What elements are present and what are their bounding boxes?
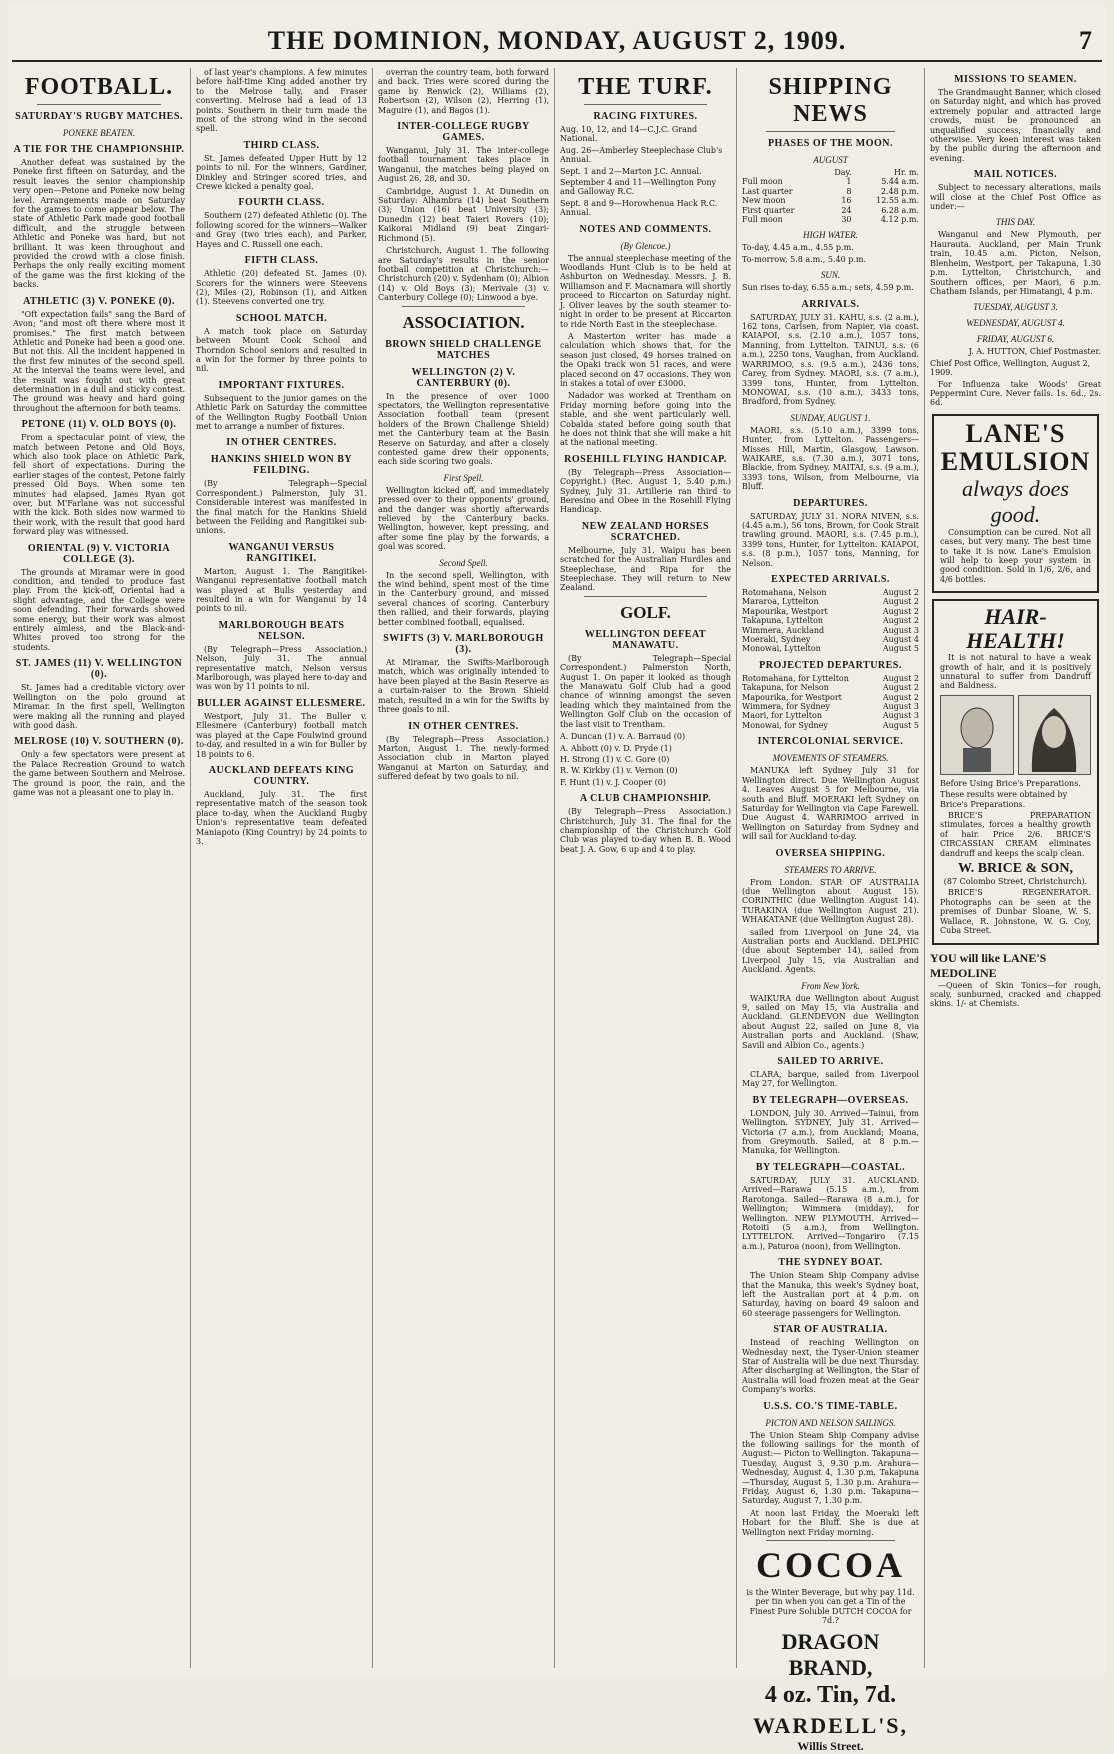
- uss-heading: U.S.S. CO.'S TIME-TABLE.: [763, 1400, 898, 1412]
- table-cell: August 2: [882, 606, 919, 616]
- swifts-text: At Miramar, the Swifts-Marlborough match, which was originally intended to have been played at the Basin Reserve as a curtain-raiser to the Brown Shield match, resulted in a win for the Swifts by three goals to nil.: [378, 658, 549, 715]
- table-header: [742, 168, 824, 177]
- table-header-row: [742, 168, 919, 177]
- st-james-heading: ST. JAMES (11) V. WELLINGTON (0).: [15, 658, 183, 681]
- christchurch-text: Christchurch, August 1. The following are Saturday's results in the senior football competition at Christchurch:—Christchurch (20) v. Sydenham (0); Albion (14) v. Old Boys (3); Merivale (3) v. Canterbury College (0); Linwood a bye.: [378, 246, 549, 303]
- brice-portraits: [940, 695, 1091, 775]
- brice-name: W. BRICE & SON,: [957, 861, 1073, 877]
- assoc-other-centres-text: (By Telegraph—Press Association.) Marton, August 1. The newly-formed Association club in Marton played Wanganui at Marton on Saturday, and suffered defeat by two goals to nil.: [378, 734, 549, 782]
- column-6: [924, 68, 1106, 1668]
- fixture-item: Aug. 10, 12, and 14—C.J.C. Grand National.: [560, 125, 698, 144]
- departures-heading: DEPARTURES.: [793, 497, 868, 509]
- lanes-text: Consumption can be cured. Not all cases, but very many. The best time to take it is now. Lane's Emulsion will help to keep your system in good condition. Sold in 1/6, 2/6, and 4/6 bottles.: [940, 527, 1091, 584]
- assoc-other-centres-heading: IN OTHER CENTRES.: [408, 720, 519, 732]
- table-cell: August 2: [882, 683, 919, 693]
- table-cell: 8: [846, 186, 852, 196]
- other-centres-heading: IN OTHER CENTRES.: [226, 437, 337, 449]
- inter-college-heading: INTER-COLLEGE RUGBY GAMES.: [397, 121, 530, 144]
- auckland-text: Auckland, July 31. The first representative match of the season took place to-day, when the Auckland Rugby Union's representative team defeated Maniapoto (King Country) by 24 points to 3.: [196, 789, 367, 846]
- dunedin-text: Cambridge, August 1. At Dunedin on Saturday: Alhambra (14) beat Southern (3); Union (16) beat University (3); Dunedin (12) beat Taieri Rovers (10); Kaikorai Midland (9) beat Zingari-Richmond (5).: [378, 186, 549, 243]
- hair-health-ad: [932, 599, 1099, 944]
- divider: [766, 1540, 895, 1541]
- swifts-heading: SWIFTS (3) V. MARLBOROUGH (3).: [383, 633, 544, 656]
- arrivals-heading: ARRIVALS.: [801, 298, 860, 310]
- table-header: Hr. m.: [893, 168, 919, 177]
- petone-heading: PETONE (11) V. OLD BOYS (0).: [21, 419, 177, 431]
- school-heading: SCHOOL MATCH.: [235, 312, 328, 324]
- mail-day: THIS DAY.: [995, 217, 1036, 228]
- table-cell: Moeraki, Sydney: [742, 635, 811, 645]
- projected-heading: PROJECTED DEPARTURES.: [759, 659, 902, 671]
- before-portrait: [940, 695, 1014, 775]
- table-cell: 30: [841, 215, 852, 225]
- melrose-continued: of last year's champions. A few minutes before half-time King added another try to the Melrose tally, and Fraser converting. Melrose had a lead of 13 points. Southern in their turn made the most of the strong wind in the second spell.: [196, 68, 367, 134]
- tie-text: Another defeat was sustained by the Poneke first fifteen on Saturday, and the result leaves the senior championship very open—Petone and Poneke now being level. Arrangements made on Saturday for the games to come appear below. The state of Athletic Park made good football difficult, and the struggle between Athletic and Poneke was hard, but not brilliant. It was keen throughout and provided the crowd with a close finish. Perhaps the only really exciting moment of the game was the first kicking of the backs.: [13, 158, 185, 290]
- table-cell: 2.48 p.m.: [880, 186, 919, 196]
- sailed-heading: SAILED TO ARRIVE.: [777, 1056, 884, 1068]
- mail-day: FRIDAY, AUGUST 6.: [976, 334, 1055, 345]
- football-heading: FOOTBALL.: [24, 74, 174, 100]
- table-cell: August 2: [882, 673, 919, 683]
- table-cell: August 2: [882, 597, 919, 607]
- table-cell: Mararoa, Lyttelton: [742, 597, 819, 607]
- moon-table: [742, 168, 919, 224]
- golf-heading: GOLF.: [620, 602, 671, 622]
- masthead-rule: [12, 60, 1102, 62]
- medoline-ad: [930, 951, 1101, 981]
- mail-intro: Subject to necessary alterations, mails will close at the Chief Post Office as under:—: [930, 183, 1101, 212]
- table-row: [742, 721, 919, 730]
- golf-score: H. Strong (1) v. C. Gore (0): [560, 754, 670, 764]
- column-3: [372, 68, 554, 1668]
- wanganui-text: Marton, August 1. The Rangitikei-Wanganui representative football match was played at Bulls yesterday and resulted in a win for Wanganui by 14 points to nil.: [196, 566, 367, 614]
- notes-text: The annual steeplechase meeting of the Woodlands Hunt Club is to be held at Ashburton on Wednesday. Messrs. J. B. Williamson and F. Macnamara will shortly proceed to Riccarton on Saturday night. J. Oliver leaves by the south steamer to-night in order to be present at Riccarton to ride North East in the steeplechase.: [560, 253, 731, 329]
- marlborough-text: (By Telegraph—Press Association.) Nelson, July 31. The annual representative match, Nelson versus Marlborough, was played here to-day and was won by 11 points to nil.: [196, 644, 367, 692]
- rosehill-heading: ROSEHILL FLYING HANDICAP.: [564, 453, 727, 465]
- table-cell: First quarter: [742, 205, 795, 215]
- intercolonial-text: MANUKA left Sydney July 31 for Wellington direct. Due Wellington August 4. Leaves August 5 for Melbourne, via south and Bluff. MOERAKI left Sydney on Saturday for Wellington via Cape Farewell. Due August 4. WARRIMOO arrived in Wellington on Saturday from Sydney and will sail for Auckland to-day.: [742, 766, 919, 842]
- telegraph-coastal-text: SATURDAY, JULY 31. AUCKLAND. Arrived—Rarawa (5.15 a.m.), from Rarotonga. Sailed—Rarawa (8 a.m.), for Wellington; Wimmera (midday), for Wellington. NEW PLYMOUTH. Arrived—Rotoiti (5 a.m.), from Wellington. LYTTELTON. Arrived—Tongariro (7.15 a.m.), Paturoa (noon), from Wellington.: [742, 1175, 919, 1251]
- rosehill-text: (By Telegraph—Press Association—Copyright.) (Rec. August 1, 5.40 p.m.) Sydney, July 31. Artillerie ran third to Beresino and Obee in the Rosehill Flying Handicap.: [560, 467, 731, 515]
- sydney-boat-text: The Union Steam Ship Company advise that the Manuka, this week's Sydney boat, left the Australian port at 4 p.m. on Saturday, having on board 49 saloon and 60 steerage passengers for Wellington.: [742, 1271, 919, 1318]
- notes-text-2: A Masterton writer has made a calculation which shows that, for the season just closed, 49 horses trained on the Opaki track won 51 races, and were placed second on 47 occasions. They won in stakes a total of over £3000.: [560, 331, 731, 388]
- melrose-text: Only a few spectators were present at the Palace Recreation Ground to watch the game between Southern and Melrose. The ground is poor, the rain, and the game was not a pleasant one to play in.: [13, 750, 185, 797]
- sunday-text: MAORI, s.s. (5.10 a.m.), 3399 tons, Hunter, from Lyttelton. Passengers—Misses Hill, Martin, Glasgow, Lawson. WAIKARE, s.s. (7.30 a.m.), 3071 tons, Blackie, from Sydney. MAITAI, s.s. (9 a.m.), 3393 tons, Wilson, from Melbourne, via Bluff.: [742, 425, 919, 492]
- manawatu-heading: WELLINGTON DEFEAT MANAWATU.: [584, 628, 707, 651]
- mail-day: WEDNESDAY, AUGUST 4.: [966, 318, 1065, 329]
- sun-heading: SUN.: [820, 270, 841, 281]
- hankins-heading: HANKINS SHIELD WON BY FEILDING.: [210, 454, 353, 477]
- bald-head-icon: [947, 698, 1007, 772]
- table-row: [742, 177, 919, 186]
- moon-heading: PHASES OF THE MOON.: [767, 138, 894, 149]
- telegraph-overseas-text: LONDON, July 30. Arrived—Tainui, from Wellington. SYDNEY, July 31. Arrived—Victoria (7 a.m.), from Auckland; Moana, from Greymouth. Sailed, at 8 p.m.—Manuka, for Wellington.: [742, 1108, 919, 1156]
- table-cell: Last quarter: [742, 186, 793, 196]
- melrose-heading: MELROSE (10) V. SOUTHERN (0).: [14, 736, 184, 748]
- divider: [766, 131, 895, 132]
- fixtures-heading: IMPORTANT FIXTURES.: [218, 379, 345, 391]
- picton-heading: PICTON AND NELSON SAILINGS.: [765, 1417, 896, 1428]
- willis-street: Willis Street.: [797, 1738, 864, 1753]
- dragon-brand: DRAGON BRAND,: [781, 1628, 880, 1680]
- brice-text: BRICE'S PREPARATION stimulates, forces a healthy growth of hair. Price 2/6. BRICE'S CIRCASSIAN CREAM eliminates dandruff and keeps the scalp clean.: [940, 811, 1091, 858]
- notes-text-3: Nadador was worked at Trentham on Friday morning before going into the stable, and she went particularly well. Cobalda stated before going south that he does not think that she will make a hit at the national meeting.: [560, 391, 731, 448]
- table-row: [742, 206, 919, 215]
- star-heading: STAR OF AUSTRALIA.: [773, 1324, 888, 1336]
- golf-score: R. W. Kirkby (1) v. Vernon (0): [560, 766, 678, 776]
- fixture-item: Sept. 1 and 2—Marton J.C. Annual.: [560, 166, 702, 176]
- table-cell: New moon: [742, 196, 786, 206]
- influenza-ad: For Influenza take Woods' Great Peppermint Cure. Never fails. 1s. 6d., 2s. 6d.: [930, 379, 1101, 408]
- table-row: [742, 693, 919, 702]
- divider: [584, 104, 707, 105]
- table-cell: 6.28 a.m.: [881, 205, 919, 215]
- shipping-heading: SHIPPING NEWS: [768, 74, 893, 127]
- third-class-text: St. James defeated Upper Hutt by 12 points to nil. For the winners, Gardiner, Dinkley and Stringer scored tries, and Crewe kicked a penalty goal.: [196, 153, 367, 192]
- fifth-class-heading: FIFTH CLASS.: [244, 255, 319, 267]
- table-cell: Takapuna, Lyttelton: [742, 616, 823, 626]
- high-water-tomorrow: To-morrow, 5.8 a.m., 5.40 p.m.: [742, 254, 867, 264]
- page-number: 7: [1079, 26, 1092, 55]
- table-row: [742, 616, 919, 625]
- newspaper-page: [8, 6, 1106, 1753]
- table-cell: Monowai, Lyttelton: [742, 644, 821, 654]
- table-cell: Rotomahana, for Lyttelton: [742, 673, 849, 683]
- new-york-text: WAIKURA due Wellington about August 9, sailed on May 15, via Australia and Auckland. GLENDEVON due Wellington about August 22, sailed on June 8, via Australian ports and Auckland. (Shaw, Savill and Albion Co., agents.): [742, 993, 919, 1050]
- inter-college-text: Wanganui, July 31. The inter-college football tournament takes place in Wanganui, the matches being played on August 26, 28, and 30.: [378, 146, 549, 184]
- table-cell: 5.44 a.m.: [881, 177, 919, 187]
- racing-fixtures-heading: RACING FIXTURES.: [593, 111, 698, 122]
- medoline-text: —Queen of Skin Tonics—for rough, scaly, sunburned, cracked and chapped skins. 1/- at Chemists.: [930, 980, 1101, 1009]
- after-portrait: [1018, 695, 1092, 775]
- moeraki-text: At noon last Friday, the Moeraki left Hobart for the Bluff. She is due at Wellington next Friday morning.: [742, 1508, 919, 1537]
- mail-heading: MAIL NOTICES.: [973, 169, 1058, 181]
- table-cell: August 2: [882, 692, 919, 702]
- masthead-title: THE DOMINION, MONDAY, AUGUST 2, 1909.: [267, 26, 847, 55]
- school-text: A match took place on Saturday between Mount Cook School and Thorndon School seniors and resulted in a win for the former by three points to nil.: [196, 326, 367, 374]
- table-cell: August 3: [882, 625, 919, 635]
- medoline-headline: YOU will like LANE'S MEDOLINE: [930, 950, 1047, 980]
- high-water-today: To-day, 4.45 a.m., 4.55 p.m.: [742, 243, 854, 253]
- hankins-text: (By Telegraph—Special Correspondent.) Palmerston, July 31. Considerable interest was manifested in the final match for the Hankins Shield between the Feilding and Rangitikei sub-unions.: [196, 479, 367, 536]
- telegraph-overseas-heading: BY TELEGRAPH—OVERSEAS.: [752, 1094, 909, 1106]
- new-york-heading: From New York.: [801, 980, 860, 991]
- tie-heading: A TIE FOR THE CHAMPIONSHIP.: [13, 144, 185, 155]
- fixture-item: September 4 and 11—Wellington Pony and Galloway R.C.: [560, 178, 717, 197]
- table-cell: Wimmera, for Sydney: [742, 702, 830, 712]
- table-cell: Full moon: [742, 215, 783, 225]
- expected-heading: EXPECTED ARRIVALS.: [771, 574, 890, 585]
- missions-text: The Grandmaught Banner, which closed on Saturday night, and which has proved extremely popular and attracted large crowds, must be pronounced an unqualified success, financially and otherwise. Very keen interest was taken by the public during the afternoon and evening.: [930, 88, 1101, 163]
- marlborough-heading: MARLBOROUGH BEATS NELSON.: [218, 619, 345, 642]
- post-office-date: Chief Post Office, Wellington, August 2, 1909.: [930, 358, 1091, 378]
- after-caption: These results were obtained by Brice's Preparations.: [940, 790, 1068, 809]
- hair-head-icon: [1024, 698, 1084, 772]
- auckland-continued: overran the country team, both forward and back. Tries were scored during the game by Renwick (2), Williams (2), Robertson (2), Wilson (2), Herring (1), Maguire (1), and Bagos (1).: [378, 68, 549, 115]
- star-text: Instead of reaching Wellington on Wednesday next, the Tyser-Union steamer Star of Australia will be due next Thursday. After discharging at Wellington, the Star of Australia will load frozen meat at the Gear Company's works.: [742, 1338, 919, 1395]
- table-row: [742, 597, 919, 606]
- table-row: [742, 215, 919, 224]
- before-caption: Before Using Brice's Preparations.: [940, 778, 1081, 788]
- sailed-text: CLARA, barque, sailed from Liverpool May 27, for Wellington.: [742, 1070, 919, 1089]
- table-row: [742, 626, 919, 635]
- brown-shield-heading: BROWN SHIELD CHALLENGE MATCHES: [385, 338, 542, 361]
- expected-table: [742, 588, 919, 654]
- table-cell: August 5: [882, 644, 919, 654]
- table-cell: 1: [846, 177, 852, 187]
- mail-day: TUESDAY, AUGUST 3.: [973, 302, 1058, 313]
- golf-score: A. Duncan (1) v. A. Barraud (0): [560, 732, 686, 742]
- moon-month: AUGUST: [813, 155, 848, 165]
- fourth-class-text: Southern (27) defeated Athletic (0). The following scored for the winners—Walker and Gray (two tries each), and Parker, Hayes and C. Russell one each.: [196, 211, 367, 249]
- second-spell-text: In the second spell, Wellington, with the wind behind, spent most of the time in the Canterbury ground, and missed several chances of scoring. Canterbury then rallied, and their forwards, playing better combined football, equalised.: [378, 570, 549, 627]
- table-cell: Monowai, for Sydney: [742, 720, 828, 730]
- column-1: [8, 68, 190, 1668]
- table-cell: August 2: [882, 588, 919, 597]
- table-cell: 16: [841, 196, 852, 206]
- cocoa-title: COCOA: [756, 1545, 905, 1586]
- first-spell-heading: First Spell.: [443, 472, 484, 483]
- sun-times: Sun rises to-day, 6.55 a.m.; sets, 4.59 p.m.: [742, 283, 914, 293]
- table-row: [742, 187, 919, 196]
- golf-score: F. Hunt (1) v. J. Cooper (0): [560, 777, 666, 787]
- arrivals-text: SATURDAY, JULY 31. KAHU, s.s. (2 a.m.), 162 tons, Carlsen, from Napier, via coast. KAIAPOI, s.s. (2.10 a.m.), 1057 tons, Manning, from Lyttelton. TAINUI, s.s. (6 a.m.), 2250 tons, Vaughan, from Auckland. WARRIMOO, s.s. (9.5 a.m.), 2436 tons, Carey, from Sydney. MAORI, s.s. (7 a.m.), 3399 tons, Hunter, from Lyttelton. MONOWAI, s.s. (10 a.m.), 3433 tons, Bradford, from Sydney.: [742, 312, 919, 407]
- club-championship-heading: A CLUB CHAMPIONSHIP.: [579, 793, 712, 805]
- st-james-text: St. James had a creditable victory over Wellington on the polo ground at Miramar. In the first spell, Wellington were making all the running and played with good dash.: [13, 683, 185, 730]
- second-spell-heading: Second Spell.: [439, 557, 488, 568]
- lanes-emulsion-ad: [932, 414, 1099, 593]
- table-cell: Rotomahana, Nelson: [742, 588, 827, 597]
- table-cell: Full moon: [742, 177, 783, 187]
- table-row: [742, 644, 919, 653]
- athletic-heading: ATHLETIC (3) V. PONEKE (0).: [23, 295, 175, 307]
- table-cell: August 2: [882, 616, 919, 626]
- wellington-canterbury-text: In the presence of over 1000 spectators, the Wellington representative Association football team (present holders of the Brown Challenge Shield) met the Canterbury team at the Basin Reserve on Saturday, and after a closely contested game drew their opponents, each side scoring two goals.: [378, 391, 549, 467]
- departures-text: SATURDAY, JULY 31. NORA NIVEN, s.s. (4.45 a.m.), 56 tons, Brown, for Cook Strait trawling ground. MAORI, s.s. (7.45 p.m.), 3399 tons, Hunter, for Lyttelton. KAIAPOI, s.s. (8 p.m.), 1057 tons, Manning, for Nelson.: [742, 511, 919, 568]
- tin-price: 4 oz. Tin, 7d.: [764, 1681, 897, 1708]
- table-row: [742, 588, 919, 597]
- table-row: [742, 674, 919, 683]
- table-header: Day.: [834, 168, 852, 177]
- table-row: [742, 683, 919, 692]
- oversea-heading: OVERSEA SHIPPING.: [775, 847, 886, 859]
- wellington-canterbury-heading: WELLINGTON (2) V. CANTERBURY (0).: [411, 366, 516, 389]
- lanes-title: LANE'S EMULSION: [940, 418, 1091, 476]
- nz-horses-text: Melbourne, July 31. Waipu has been scratched for the Australian Hurdles and Steeplechase, and Ripa for the Steeplechase. They will return to New Zealand.: [560, 545, 731, 593]
- high-water-heading: HIGH WATER.: [802, 230, 859, 241]
- table-cell: Mapourika, Westport: [742, 606, 828, 616]
- column-5: [736, 68, 924, 1753]
- fifth-class-text: Athletic (20) defeated St. James (0). Scorers for the winners were Steevens (2), Miles (2), Robinson (1), and Aitken (1). Steevens converted one try.: [196, 269, 367, 307]
- telegraph-coastal-heading: BY TELEGRAPH—COASTAL.: [755, 1161, 906, 1173]
- table-row: [742, 635, 919, 644]
- hair-text: It is not natural to have a weak growth of hair, and it is positively unnatural to suffer from Dandruff and Baldness.: [940, 653, 1091, 691]
- cocoa-text: is the Winter Beverage, but why pay 11d. per tin when you can get a Tin of the Finest Pure Soluble DUTCH COCOA for 7d.?: [746, 1588, 915, 1626]
- table-row: [742, 702, 919, 711]
- lanes-subtitle: always does good.: [962, 475, 1069, 527]
- hair-title: HAIR-HEALTH!: [966, 604, 1065, 654]
- projected-table: [742, 674, 919, 730]
- table-cell: Wimmera, Auckland: [742, 625, 825, 635]
- table-row: [742, 196, 919, 205]
- manawatu-text: (By Telegraph—Special Correspondent.) Palmerston North, August 1. On paper it looked as though the Manawatu Golf Club had a good chance of winning amongst the seven leading which they maintained from the Wellington Golf Club on the occasion of the last visit to Trentham.: [560, 653, 731, 729]
- notes-heading: NOTES AND COMMENTS.: [579, 223, 712, 235]
- golf-score: A. Abbott (0) v. D. Pryde (1): [560, 743, 672, 753]
- table-cell: August 5: [882, 720, 919, 730]
- auckland-heading: AUCKLAND DEFEATS KING COUNTRY.: [208, 764, 355, 787]
- table-cell: Maori, for Lyttelton: [742, 711, 822, 721]
- table-cell: August 3: [882, 711, 919, 721]
- steamers-arrive-heading: STEAMERS TO ARRIVE.: [784, 864, 877, 875]
- fixture-item: Aug. 26—Amberley Steeplechase Club's Annual.: [560, 145, 723, 165]
- table-cell: 12.55 a.m.: [876, 196, 919, 206]
- athletic-text: "Oft expectation fails" sang the Bard of Avon; "and most oft there where most it promises." The first match between Athletic and Poneke had been a good one. But not this. All the incident happened in the first few minutes of the second spell. At the interval the teams were level, and the result was fought out with great determination in a dull and sticky contest. The ground was heavy and hard going throughout the afternoon for both teams.: [13, 309, 185, 413]
- first-spell-text: Wellington kicked off, and immediately pressed over to their opponents' ground, and the danger was shortly afterwards relieved by the Canterbury backs. Wellington, however, kept pressing, and after some fine play by the forwards, a goal was scored.: [378, 485, 549, 552]
- third-class-heading: THIRD CLASS.: [243, 139, 320, 151]
- oversea-text: From London. STAR OF AUSTRALIA (due Wellington about August 15). CORINTHIC (due Wellington August 14). TURAKINA (due Wellington August 21). WHAKATANE (due Wellington August 28).: [742, 877, 919, 925]
- postmaster: J. A. HUTTON, Chief Postmaster.: [968, 347, 1101, 357]
- column-4: [554, 68, 736, 1668]
- turf-heading: THE TURF.: [578, 74, 713, 100]
- table-cell: Mapourika, for Westport: [742, 692, 842, 702]
- rugby-heading: SATURDAY'S RUGBY MATCHES.: [15, 111, 183, 122]
- fixtures-text: Subsequent to the junior games on the Athletic Park on Saturday the committee of the Wellington Rugby Football Union met to arrange a number of fixtures.: [196, 393, 367, 431]
- shipping-continued: sailed from Liverpool on June 24, via Australian ports and Auckland. DELPHIC (due about September 14), sailed from Liverpool July 15, via Australian and Auckland. Agents.: [742, 927, 919, 975]
- table-cell: August 4: [882, 635, 919, 645]
- table-cell: 24: [841, 205, 852, 215]
- association-heading: ASSOCIATION.: [402, 312, 525, 332]
- fixture-item: Sept. 8 and 9—Horowhenua Hack R.C. Annual.: [560, 198, 718, 218]
- table-row: [742, 711, 919, 720]
- sydney-boat-heading: THE SYDNEY BOAT.: [778, 1257, 883, 1269]
- table-cell: 4.12 p.m.: [880, 215, 919, 225]
- wardell-name: WARDELL'S,: [752, 1712, 909, 1738]
- sunday-heading: SUNDAY, AUGUST 1.: [790, 412, 871, 423]
- petone-text: From a spectacular point of view, the match between Petone and Old Boys, which also took place on Athletic Park, fell short of expectations. During the earlier stages of the contest, Petone fairly pressed Old Boys. When some ten minutes had elapsed, James Ryan got over, but M'Farlane was not successful with the kick. Both sides now warmed to their work, with the result that good hard forward play was witnessed.: [13, 433, 185, 537]
- rugby-subheading: PONEKE BEATEN.: [62, 128, 136, 138]
- oriental-text: The grounds at Miramar were in good condition, and tended to produce fast play. From the kick-off, Oriental had a slight advantage, and the College were soon defending. Their forwards showed some energy, but their work was almost entirely aimless, and the Black-and-Whites proved too strong for the students.: [13, 567, 185, 652]
- fourth-class-heading: FOURTH CLASS.: [238, 197, 325, 209]
- oriental-heading: ORIENTAL (9) V. VICTORIA COLLEGE (3).: [27, 542, 171, 565]
- table-row: [742, 607, 919, 616]
- intercolonial-heading: INTERCOLONIAL SERVICE.: [757, 736, 904, 748]
- wanganui-heading: WANGANUI VERSUS RANGITIKEI.: [228, 541, 335, 564]
- divider: [37, 104, 161, 105]
- divider: [584, 596, 707, 597]
- brice-regen: BRICE'S REGENERATOR. Photographs can be seen at the premises of Dunbar Sloane, W. S. Wallace, R. Johnstone, W. G. Coy, Cuba Street.: [940, 888, 1091, 936]
- mail-text: Wanganui and New Plymouth, per Haurauta. Auckland, per Main Trunk train, 10.45 a.m. Picton, Nelson, Blenheim, Westport, per Takapuna, 1.30 p.m. Lyttelton, Christchurch, and Southern offices, per Maori, 6 p.m. Chatham Islands, per Himatangi, 4 p.m.: [930, 230, 1101, 296]
- missions-heading: MISSIONS TO SEAMEN.: [954, 74, 1077, 85]
- table-cell: Takapuna, for Nelson: [742, 683, 829, 693]
- nz-horses-heading: NEW ZEALAND HORSES SCRATCHED.: [581, 520, 710, 543]
- column-2: [190, 68, 372, 1668]
- buller-heading: BULLER AGAINST ELLESMERE.: [197, 697, 366, 709]
- picton-text: The Union Steam Ship Company advise the following sailings for the month of August:— Picton to Wellington. Takapuna—Tuesday, August 3, 9.30 p.m. Arahura—Wednesday, August 4, 1.30 p.m. Takapuna—Thursday, August 5, 1.30 p.m. Arahura—Friday, August 6, 1.30 p.m. Takapuna—Saturday, August 7, 1.30 p.m.: [742, 1430, 919, 1506]
- buller-text: Westport, July 31. The Buller v. Ellesmere (Canterbury) football match was played at the Cape Foulwind ground to-day, and resulted in a win for Buller by 18 points to 6.: [196, 711, 367, 759]
- divider: [402, 306, 525, 307]
- table-cell: August 3: [882, 702, 919, 712]
- movements-heading: MOVEMENTS OF STEAMERS.: [772, 753, 889, 764]
- brice-address: (87 Colombo Street, Christchurch).: [943, 877, 1088, 887]
- club-championship-text: (By Telegraph—Press Association.) Christchurch, July 31. The final for the championship of the Christchurch Golf Club was played to-day when B. B. Wood beat J. A. Gow, 6 up and 4 to play.: [560, 807, 731, 854]
- notes-byline: (By Glencoe.): [620, 240, 671, 251]
